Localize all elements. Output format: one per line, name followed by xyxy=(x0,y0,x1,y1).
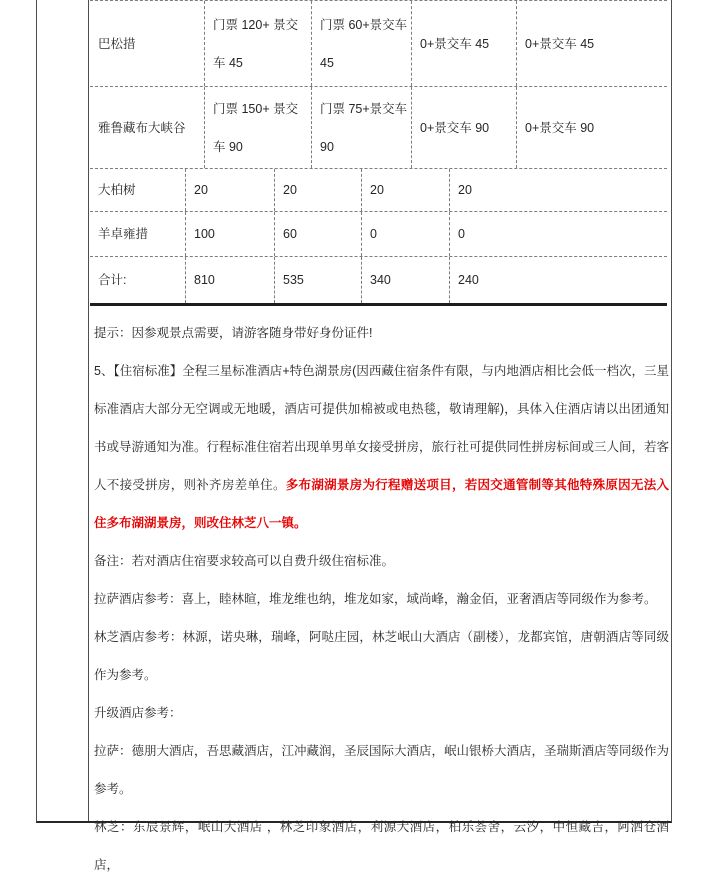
table-row-total xyxy=(90,256,667,303)
linzhi-hotel-reference: 林芝酒店参考：林源，诺央琳，瑞峰，阿哒庄园，林芝岷山大酒店（副楼），龙都宾馆，唐朝酒店等同级作为参考。 xyxy=(94,630,669,682)
fee-cell-total-label: 合计: xyxy=(98,273,127,287)
table-row xyxy=(90,1,667,86)
fee-cell-attraction: 雅鲁藏布大峡谷 xyxy=(98,120,186,135)
fee-cell-value: 0+景交车 45 xyxy=(516,1,667,86)
fee-cell-value: 0 xyxy=(361,212,449,256)
table-row xyxy=(90,168,667,211)
fee-cell-value: 20 xyxy=(449,169,667,211)
upgrade-lhasa-hotels: 拉萨：德朋大酒店，吾思藏酒店，江冲藏润，圣辰国际大酒店，岷山银桥大酒店，圣瑞斯酒店等同级作为参考。 xyxy=(94,744,670,796)
fee-cell-total-value: 340 xyxy=(361,257,449,303)
fee-cell-attraction: 羊卓雍措 xyxy=(98,227,149,241)
accommodation-red-notice: 多布湖湖景房为行程赠送项目，若因交通管制等其他特殊原因无法入住多布湖湖景房，则改住林芝八一镇。 xyxy=(94,478,669,530)
document-table-frame xyxy=(36,0,672,872)
fee-cell-value: 20 xyxy=(185,169,274,211)
fee-cell-total-value: 810 xyxy=(185,257,274,303)
upgrade-note: 备注：若对酒店住宿要求较高可以自费升级住宿标准。 xyxy=(94,554,395,568)
fee-cell-total-value: 535 xyxy=(274,257,361,303)
fee-cell-total-value: 240 xyxy=(449,257,667,303)
ticket-fee-table xyxy=(90,0,667,306)
fee-cell-value: 门票 60+景交车 45 xyxy=(311,1,411,86)
accommodation-standard-text: 5、【住宿标准】全程三星标准酒店+特色湖景房(因西藏住宿条件有限，与内地酒店相比会低一档次，三星标准酒店大部分无空调或无地暖，酒店可提供加棉被或电热毯，敬请理解)，具体入住酒店请以出团通知书或导游通知为准。行程标准住宿若出现单男单女接受拼房，旅行社可提供同性拼房标间或三人间，若客人不接受拼房，则补齐房差单住。 xyxy=(94,364,670,492)
fee-cell-value: 0+景交车 90 xyxy=(516,87,667,168)
fee-cell-value: 100 xyxy=(185,212,274,256)
fee-cell-value: 20 xyxy=(361,169,449,211)
table-row xyxy=(90,211,667,256)
fee-cell-value: 0 xyxy=(449,212,667,256)
fee-cell-value: 门票 150+ 景交车 90 xyxy=(204,87,311,168)
fee-cell-value: 门票 120+ 景交车 45 xyxy=(204,1,311,86)
id-card-tip: 提示：因参观景点需要，请游客随身带好身份证件! xyxy=(94,326,373,340)
lhasa-hotel-reference: 拉萨酒店参考：喜上，睦林暄，堆龙维也纳，堆龙如家，域尚峰，瀚金佰，亚奢酒店等同级作为参考。 xyxy=(94,592,657,606)
fee-cell-attraction: 大柏树 xyxy=(98,183,136,197)
table-row xyxy=(90,86,667,168)
fee-cell-value: 门票 75+景交车 90 xyxy=(311,87,411,168)
itinerary-content-cell xyxy=(90,0,671,872)
itinerary-text-block xyxy=(90,306,675,884)
fee-cell-value: 20 xyxy=(274,169,361,211)
fee-cell-value: 0+景交车 45 xyxy=(411,1,516,86)
accommodation-standard-paragraph xyxy=(94,352,669,542)
upgrade-hotel-header: 升级酒店参考： xyxy=(94,706,182,720)
left-gutter-cell xyxy=(37,0,89,821)
upgrade-linzhi-hotels: 林芝：东辰景辉，岷山大酒店 ，林芝印象酒店，利源大酒店，柏乐荟舍，云汐，中恒藏吉，阿洒仓酒店， xyxy=(94,820,669,872)
fee-cell-attraction: 巴松措 xyxy=(98,36,136,51)
fee-cell-value: 60 xyxy=(274,212,361,256)
fee-cell-value: 0+景交车 90 xyxy=(411,87,516,168)
